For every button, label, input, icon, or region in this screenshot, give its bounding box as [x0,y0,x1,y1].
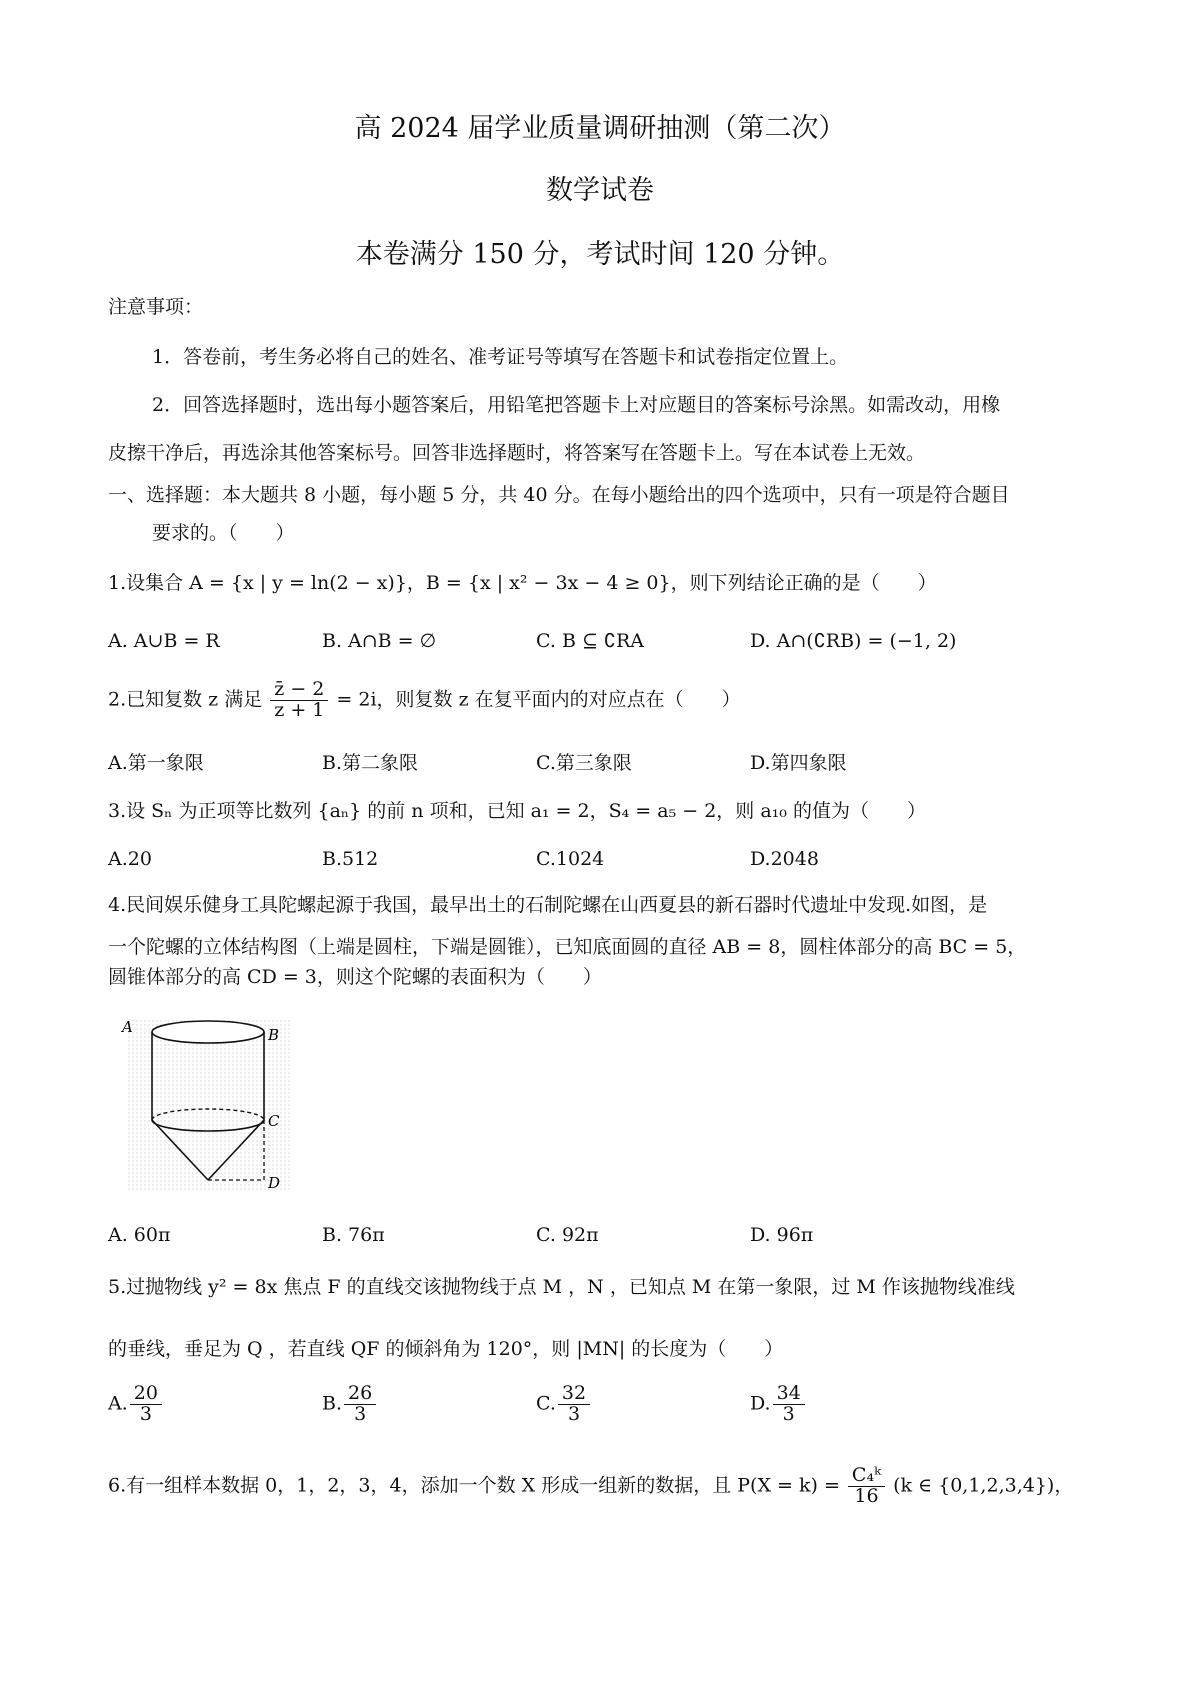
figure-label-a: A [122,1018,133,1036]
question-5-option-a-numerator: 20 [130,1384,162,1405]
question-5-option-a-denominator: 3 [139,1402,152,1425]
notes-item-2-line-2: 皮擦干净后，再选涂其他答案标号。回答非选择题时，将答案写在答题卡上。写在本试卷上无效。 [108,442,926,464]
question-2-stem [108,680,741,721]
question-2-option-d: D.第四象限 [750,752,847,774]
spinning-top-figure [120,1012,300,1198]
question-5-option-c-numerator: 32 [558,1384,590,1405]
question-5-option-c [536,1384,592,1425]
question-2-fraction-numerator: z̄ − 2 [270,680,328,701]
question-4-option-c: C. 92π [536,1224,599,1246]
question-4-line-1: 4.民间娱乐健身工具陀螺起源于我国，最早出土的石制陀螺在山西夏县的新石器时代遗址中发现.如图，是 [108,894,988,916]
question-5-option-d [750,1384,807,1425]
question-2-stem-after: = 2i，则复数 z 在复平面内的对应点在（ ） [336,688,741,711]
figure-label-b: B [268,1026,280,1044]
page-title: 高 2024 届学业质量调研抽测（第二次） [354,113,846,144]
cylinder-top-ellipse [152,1021,264,1043]
question-1-option-a: A. A∪B = R [108,630,220,652]
question-4-option-a: A. 60π [108,1224,171,1246]
question-2-fraction [270,680,328,721]
question-1-option-d: D. A∩(∁RB) = (−1, 2) [750,630,957,652]
question-6-stem-after: (k ∈ {0,1,2,3,4})， [893,1474,1074,1497]
question-5-option-c-denominator: 3 [567,1402,581,1425]
question-2-option-b: B.第二象限 [322,752,419,774]
notes-item-1: 1．答卷前，考生务必将自己的姓名、准考证号等填写在答题卡和试卷指定位置上。 [152,346,849,368]
question-5-option-b-denominator: 3 [354,1402,367,1425]
question-2-option-c: C.第三象限 [536,752,632,774]
question-6-fraction-denominator: 16 [854,1484,879,1507]
question-5-option-a [108,1384,164,1425]
question-3-option-c: C.1024 [536,848,605,870]
question-6-fraction [848,1466,885,1507]
question-5-option-c-prefix: C. [536,1392,556,1415]
question-5-line-1: 5.过抛物线 y² = 8x 焦点 F 的直线交该抛物线于点 M ，N ，已知点 M 在第一象限，过 M 作该抛物线准线 [108,1276,1015,1298]
question-6-stem-before: 6.有一组样本数据 0，1，2，3，4，添加一个数 X 形成一组新的数据，且 P(X = k) = [108,1474,840,1497]
question-1-option-c: C. B ⊆ ∁RA [536,630,645,652]
question-3-option-b: B.512 [322,848,379,870]
question-5-line-2: 的垂线，垂足为 Q ，若直线 QF 的倾斜角为 120°，则 |MN| 的长度为（ ） [108,1338,784,1360]
notes-heading: 注意事项： [108,296,204,318]
question-6-fraction-numerator: C₄ᵏ [848,1466,885,1487]
question-2-stem-before: 2.已知复数 z 满足 [108,688,263,711]
question-4-option-d: D. 96π [750,1224,814,1246]
question-3-stem: 3.设 Sₙ 为正项等比数列 {aₙ} 的前 n 项和，已知 a₁ = 2，S₄ = a₅ − 2，则 a₁₀ 的值为（ ） [108,800,926,822]
subject-title: 数学试卷 [546,175,654,206]
question-1-option-b: B. A∩B = ∅ [322,630,437,652]
figure-label-c: C [268,1112,280,1130]
figure-label-d: D [268,1174,281,1192]
question-4-line-3: 圆锥体部分的高 CD = 3，则这个陀螺的表面积为（ ） [108,966,602,988]
question-2-fraction-denominator: z + 1 [274,698,325,721]
notes-item-2-line-1: 2．回答选择题时，选出每小题答案后，用铅笔把答题卡上对应题目的答案标号涂黑。如需改动，用橡 [152,394,1001,416]
question-3-option-a: A.20 [108,848,152,870]
question-3-option-d: D.2048 [750,848,819,870]
question-5-option-b-prefix: B. [322,1392,343,1415]
question-5-option-b [322,1384,378,1425]
question-5-option-d-numerator: 34 [773,1384,805,1405]
question-1-stem: 1.设集合 A = {x | y = ln(2 − x)}，B = {x | x² − 3x − 4 ≥ 0}，则下列结论正确的是（ ） [108,572,937,594]
question-5-option-a-prefix: A. [108,1392,128,1415]
question-4-line-2: 一个陀螺的立体结构图（上端是圆柱，下端是圆锥），已知底面圆的直径 AB = 8，圆柱体部分的高 BC = 5， [108,936,1027,958]
section-heading-line-1: 一、选择题：本大题共 8 小题，每小题 5 分，共 40 分。在每小题给出的四个选项中，只有一项是符合题目 [108,484,1010,506]
section-heading-line-2: 要求的。（ ） [152,522,295,544]
question-4-option-b: B. 76π [322,1224,385,1246]
exam-info: 本卷满分 150 分，考试时间 120 分钟。 [355,239,845,270]
question-2-option-a: A.第一象限 [108,752,204,774]
question-5-option-d-prefix: D. [750,1392,771,1415]
question-5-option-b-numerator: 26 [344,1384,376,1405]
question-5-option-d-denominator: 3 [782,1402,795,1425]
question-6-stem [108,1466,1073,1507]
